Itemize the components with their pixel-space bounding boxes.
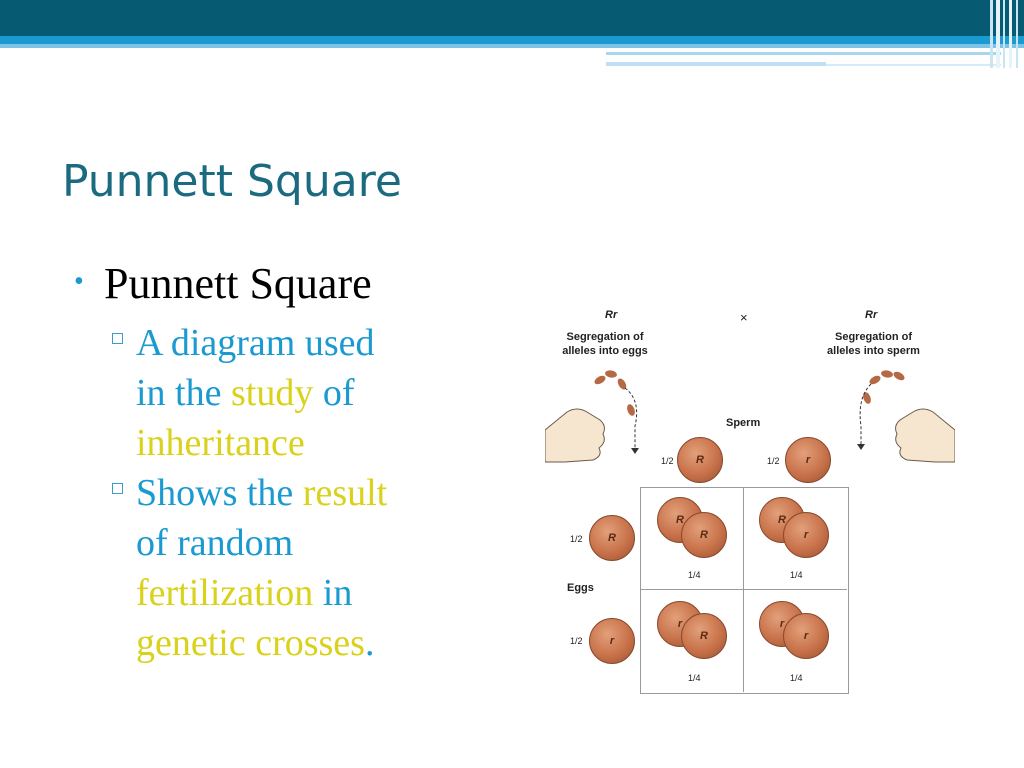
bullet-text: Punnett Square bbox=[104, 259, 372, 308]
punnett-figure bbox=[545, 300, 955, 700]
fraction-cell-Rr: 1/4 bbox=[790, 570, 803, 580]
header-stripe bbox=[1009, 0, 1012, 68]
sub2-segment: in bbox=[313, 572, 353, 614]
left-caption-1: Segregation of bbox=[566, 331, 644, 343]
coin-r-sperm: r bbox=[785, 437, 831, 483]
cross-symbol: × bbox=[740, 310, 748, 325]
sub2-line bbox=[136, 568, 352, 618]
fraction-cell-RR: 1/4 bbox=[688, 570, 701, 580]
coin-R-egg: R bbox=[589, 515, 635, 561]
coin-cell-rr-sperm: r bbox=[783, 613, 829, 659]
coin-cell-rR-egg: r bbox=[657, 601, 703, 647]
header-stripe bbox=[990, 0, 993, 68]
square-bullet-icon bbox=[112, 483, 123, 494]
sub1-line bbox=[136, 318, 375, 368]
header-stripe bbox=[1016, 0, 1018, 68]
left-hand-icon bbox=[545, 409, 604, 462]
right-hand-icon bbox=[896, 409, 955, 462]
fraction-egg-r: 1/2 bbox=[570, 636, 583, 646]
sub1-segment: A diagram used bbox=[136, 322, 375, 364]
header-stripe bbox=[1003, 0, 1005, 68]
fraction-sperm-r: 1/2 bbox=[767, 456, 780, 466]
header-line bbox=[826, 64, 1001, 66]
sub2-segment: result bbox=[302, 472, 388, 514]
header-band-light bbox=[0, 44, 1024, 48]
coin-cell-rr-egg: r bbox=[759, 601, 805, 647]
fraction-sperm-R: 1/2 bbox=[661, 456, 674, 466]
left-caption-2: alleles into eggs bbox=[562, 345, 648, 357]
page-title: Punnett Square bbox=[62, 156, 402, 207]
sub1-segment: study bbox=[230, 372, 314, 414]
header-line bbox=[606, 52, 1001, 55]
sub2-segment: fertilization bbox=[136, 572, 314, 614]
square-bullet-icon bbox=[112, 333, 123, 344]
fraction-cell-rr: 1/4 bbox=[790, 673, 803, 683]
header-band-blue bbox=[0, 36, 1024, 44]
coin-cell-RR-sperm: R bbox=[681, 512, 727, 558]
header-stripe bbox=[996, 0, 1000, 68]
sub1-segment: in the bbox=[136, 372, 231, 414]
grid-divider bbox=[640, 589, 847, 590]
left-parent-genotype: Rr bbox=[605, 309, 618, 321]
sub2-line bbox=[136, 618, 374, 668]
bullet-dot-icon: • bbox=[74, 266, 84, 297]
header-band-dark bbox=[0, 0, 1024, 36]
right-parent-genotype: Rr bbox=[865, 309, 878, 321]
sub2-line bbox=[136, 518, 293, 568]
sperm-label: Sperm bbox=[726, 417, 761, 429]
sub2-segment: of random bbox=[136, 522, 294, 564]
eggs-label: Eggs bbox=[567, 582, 594, 594]
right-caption-2: alleles into sperm bbox=[827, 345, 920, 357]
sub1-segment: of bbox=[313, 372, 355, 414]
coin-cell-Rr-egg: R bbox=[759, 497, 805, 543]
sub2-segment: . bbox=[364, 622, 375, 664]
fraction-egg-R: 1/2 bbox=[570, 534, 583, 544]
coin-cell-RR-egg: R bbox=[657, 497, 703, 543]
fraction-cell-rR: 1/4 bbox=[688, 673, 701, 683]
sub1-line bbox=[136, 418, 305, 468]
header-line bbox=[606, 62, 826, 66]
sub2-segment: genetic crosses bbox=[136, 622, 365, 664]
coin-cell-Rr-sperm: r bbox=[783, 512, 829, 558]
coin-R-sperm: R bbox=[677, 437, 723, 483]
sub2-line bbox=[136, 468, 387, 518]
right-caption-1: Segregation of bbox=[834, 331, 912, 343]
sub1-segment: inheritance bbox=[136, 422, 305, 464]
coin-r-egg: r bbox=[589, 618, 635, 664]
sub2-segment: Shows the bbox=[136, 472, 303, 514]
coin-cell-rR-sperm: R bbox=[681, 613, 727, 659]
sub1-line bbox=[136, 368, 355, 418]
